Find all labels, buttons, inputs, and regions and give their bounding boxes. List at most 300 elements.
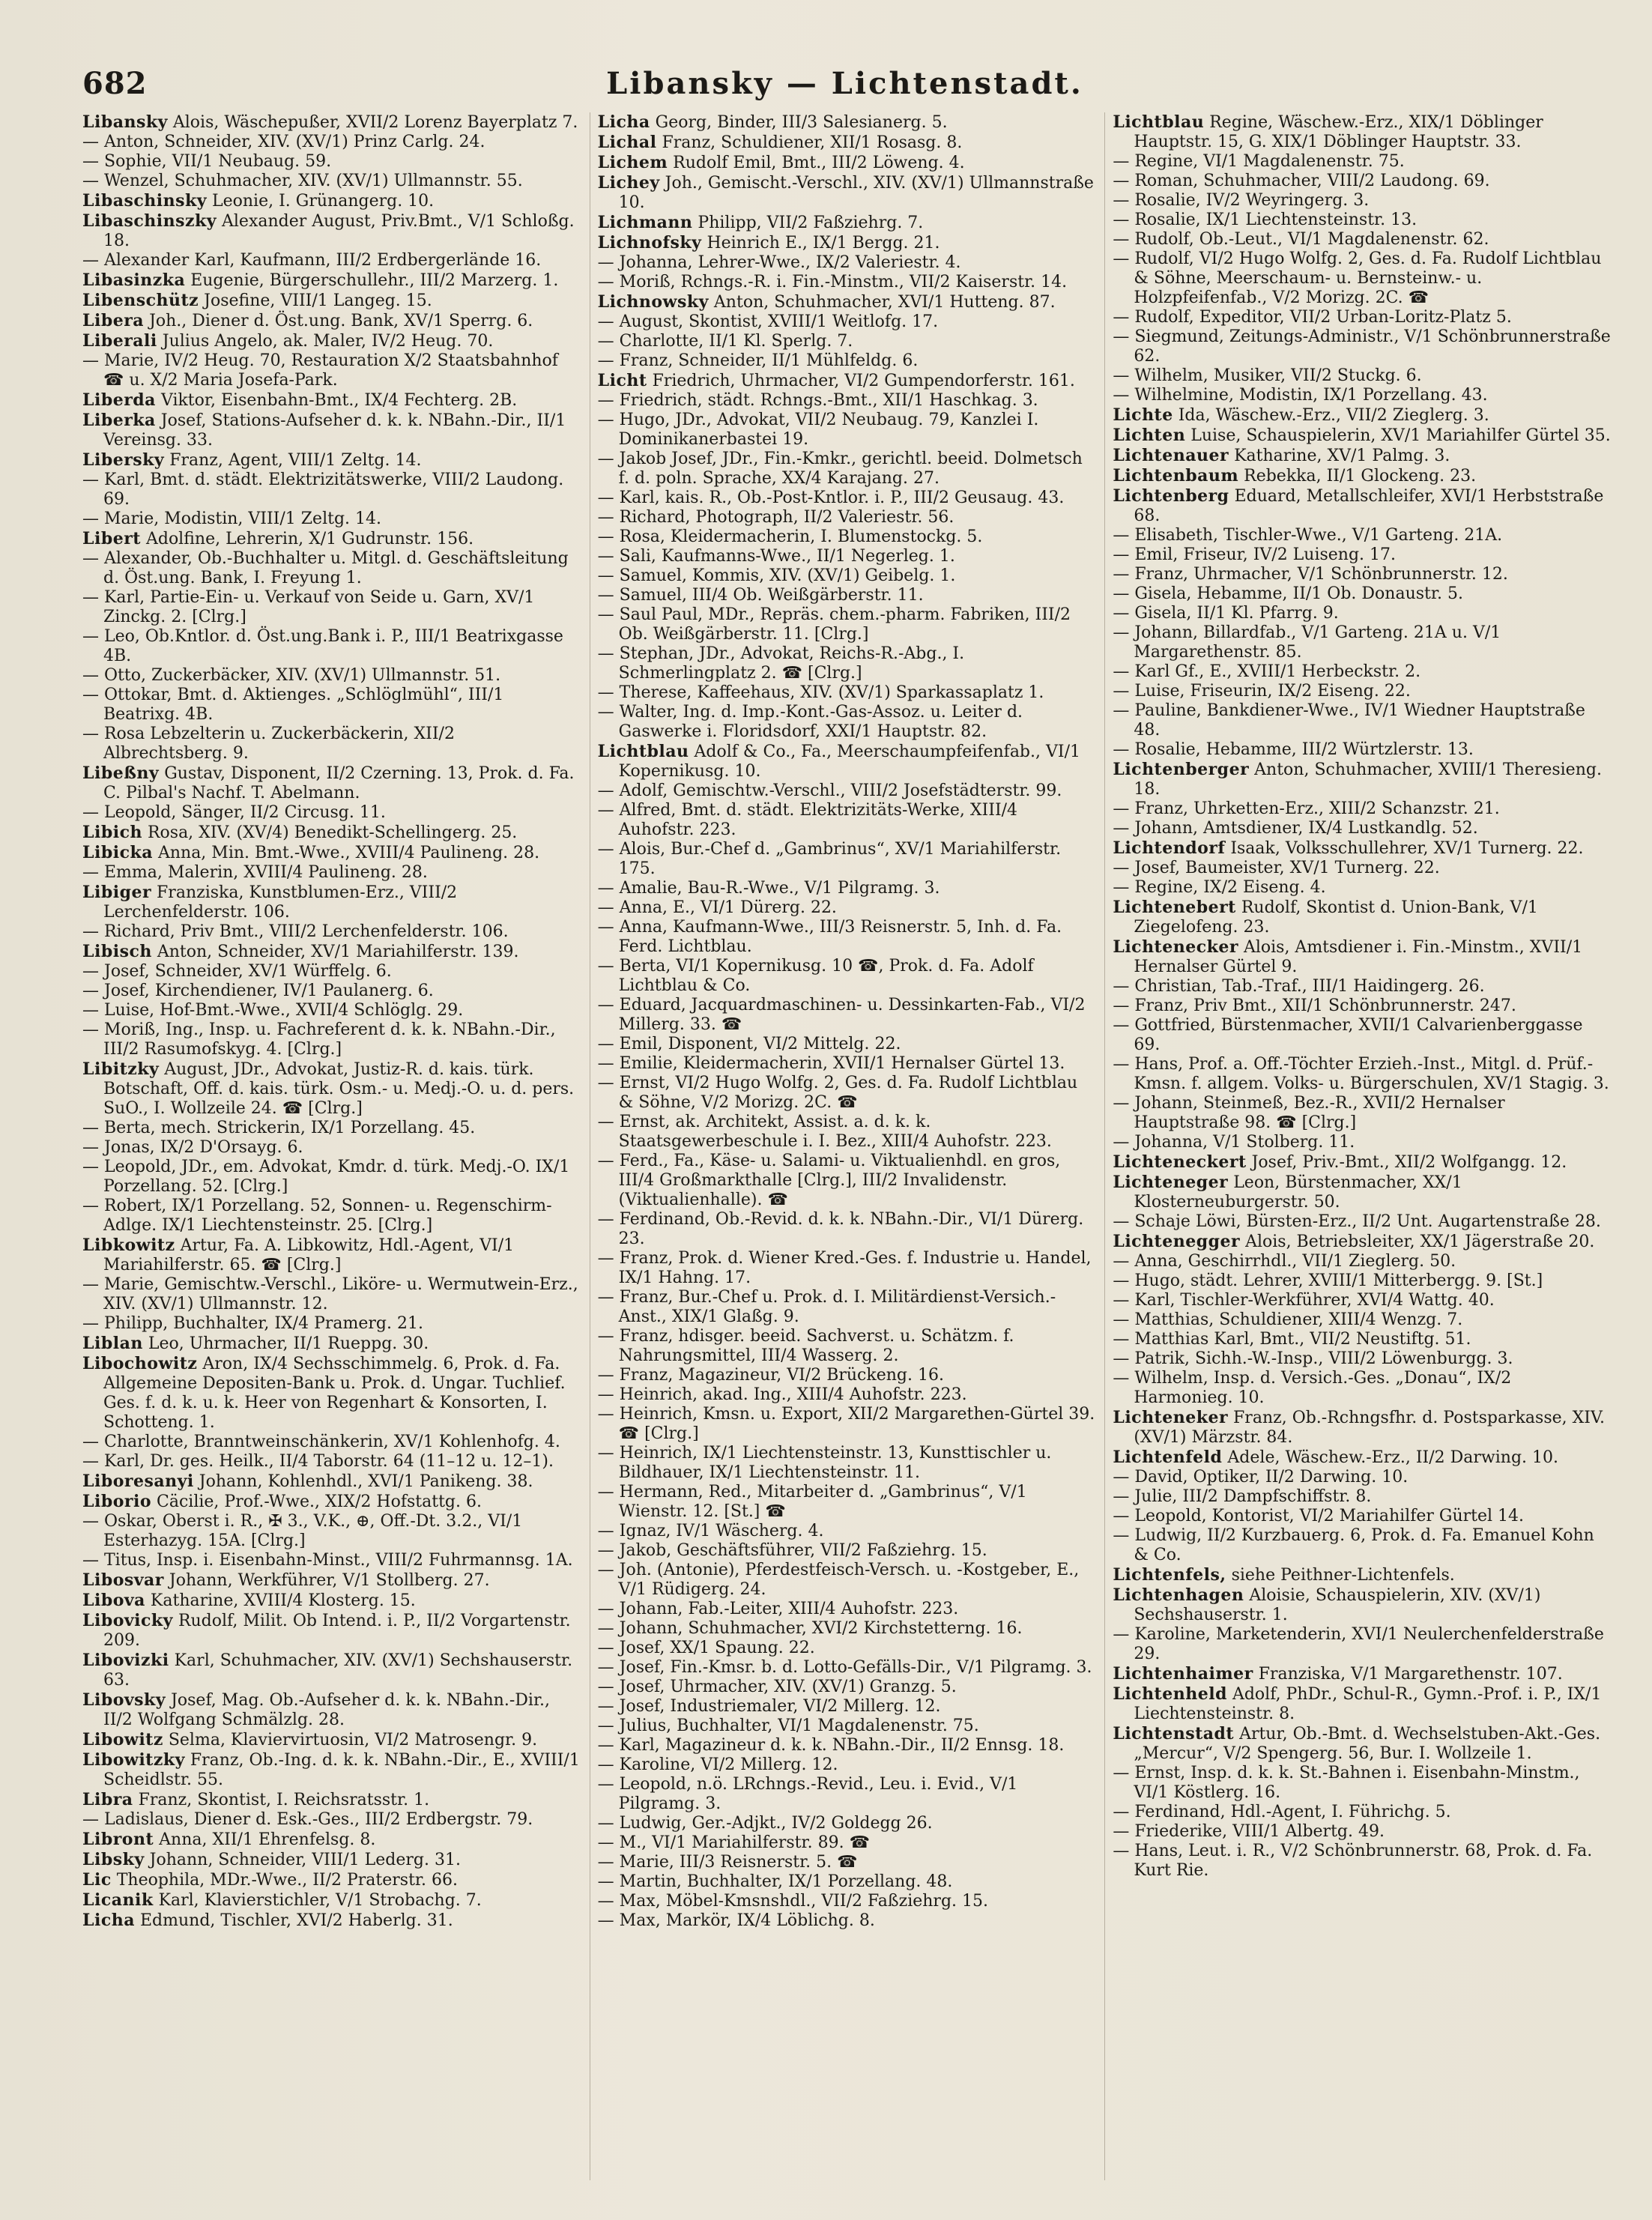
directory-entry: [1113, 1507, 1611, 1526]
directory-entry: [1113, 366, 1611, 386]
directory-entry: [82, 843, 581, 863]
entry-details: — Sali, Kaufmanns-Wwe., II/1 Negerleg. 1.: [597, 547, 955, 566]
entry-details: — Ferdinand, Ob.-Revid. d. k. k. NBahn.-Dir., VI/1 Dürerg. 23.: [597, 1210, 1084, 1248]
directory-entry: [82, 1235, 581, 1275]
directory-entry: [1113, 308, 1611, 327]
directory-entry: [1113, 1408, 1611, 1448]
directory-entry: [1113, 230, 1611, 249]
entry-details: — Karl, Magazineur d. k. k. NBahn.-Dir., II/2 Ennsg. 18.: [597, 1736, 1065, 1755]
entry-surname: Lichtenbaum: [1113, 466, 1239, 486]
entry-details: — Franz, Bur.-Chef u. Prok. d. I. Militärdienst-Versich.-Anst., XIX/1 Glaßg. 9.: [597, 1288, 1056, 1326]
entry-details: — Ludwig, Ger.-Adjkt., IV/2 Goldegg 26.: [597, 1814, 933, 1833]
entry-surname: Lichtblau: [597, 742, 689, 761]
entry-details: — Josef, Fin.-Kmsr. b. d. Lotto-Gefälls-Dir., V/1 Pilgramg. 3.: [597, 1658, 1092, 1677]
directory-entry: [82, 942, 581, 962]
entry-details: Isaak, Volksschullehrer, XV/1 Turnerg. 22.: [1230, 839, 1584, 858]
directory-entry: [1113, 1291, 1611, 1310]
entry-details: — Johanna, Lehrer-Wwe., IX/2 Valeriestr. 4.: [597, 253, 961, 272]
entry-details: — Samuel, III/4 Ob. Weißgärberstr. 11.: [597, 586, 924, 605]
directory-entry: [598, 173, 1096, 213]
entry-surname: Libisch: [82, 942, 152, 961]
directory-entry: [82, 1197, 581, 1235]
entry-details: Luise, Schauspielerin, XV/1 Mariahilfer Gürtel 35.: [1190, 426, 1611, 445]
entry-details: — August, Skontist, XVIII/1 Weitlofg. 17.: [597, 312, 939, 331]
entry-details: — Amalie, Bau-R.-Wwe., V/1 Pilgramg. 3.: [597, 879, 940, 898]
directory-entry: [82, 863, 581, 883]
directory-entry: [1113, 604, 1611, 623]
directory-entry: [82, 471, 581, 509]
entry-details: — Karoline, VI/2 Millerg. 12.: [597, 1755, 838, 1774]
directory-entry: [598, 1327, 1096, 1366]
entry-surname: Lichtenheld: [1113, 1684, 1227, 1704]
directory-entry: [82, 152, 581, 172]
entry-surname: Lichnofsky: [597, 233, 702, 252]
entry-surname: Libitzky: [82, 1059, 160, 1079]
entry-surname: Lichtenebert: [1113, 898, 1236, 917]
entry-details: — Rosalie, IX/1 Liechtensteinstr. 13.: [1113, 211, 1417, 229]
entry-details: Eugenie, Bürgerschullehr., III/2 Marzerg. 1.: [190, 271, 559, 290]
entry-details: — Rosalie, IV/2 Weyringerg. 3.: [1113, 191, 1370, 210]
entry-surname: Lichtenhaimer: [1113, 1664, 1253, 1684]
directory-entry: [598, 489, 1096, 508]
directory-entry: [1113, 426, 1611, 446]
directory-entry: [82, 1334, 581, 1354]
entry-surname: Libich: [82, 823, 142, 842]
entry-details: — Siegmund, Zeitungs-Administr., V/1 Schönbrunnerstraße 62.: [1113, 327, 1611, 366]
entry-details: — Karl, kais. R., Ob.-Post-Kntlor. i. P., III/2 Geusaug. 43.: [597, 489, 1065, 507]
directory-entry: [82, 411, 581, 450]
entry-surname: Lichtenfels,: [1113, 1565, 1226, 1585]
entry-details: — Pauline, Bankdiener-Wwe., IV/1 Wiedner Hauptstraße 48.: [1113, 701, 1585, 740]
entry-surname: Lichteneckert: [1113, 1152, 1247, 1172]
directory-entry: [598, 213, 1096, 233]
directory-entry: [598, 1113, 1096, 1152]
directory-entry: [1113, 937, 1611, 977]
entry-details: Anna, XII/1 Ehrenfelsg. 8.: [159, 1830, 376, 1849]
entry-surname: Liberali: [82, 331, 157, 351]
directory-entry: [1113, 1822, 1611, 1842]
entry-details: — Christian, Tab.-Traf., III/1 Haidingerg. 26.: [1113, 977, 1485, 996]
entry-details: — Heinrich, IX/1 Liechtensteinstr. 13, Kunsttischler u. Bildhauer, IX/1 Liechtensteinstr. 11.: [597, 1444, 1052, 1482]
directory-entry: [1113, 1330, 1611, 1349]
entry-details: Adolf, PhDr., Schul-R., Gymn.-Prof. i. P., IX/1 Liechtensteinstr. 8.: [1134, 1685, 1602, 1723]
directory-entry: [598, 644, 1096, 683]
directory-entry: [82, 172, 581, 191]
entry-surname: Lichtenegger: [1113, 1232, 1241, 1251]
entry-details: Josefine, VIII/1 Langeg. 15.: [204, 291, 432, 310]
entry-surname: Libaschinszky: [82, 211, 217, 231]
directory-entry: [1113, 1724, 1611, 1764]
entry-details: — Walter, Ing. d. Imp.-Kont.-Gas-Assoz. u. Leiter d. Gaswerke i. Floridsdorf, XXI/1 Hauptstr. 82.: [597, 703, 1023, 741]
directory-entry: [82, 133, 581, 152]
directory-entry: [1113, 1585, 1611, 1625]
directory-entry: [1113, 1094, 1611, 1133]
directory-entry: [598, 508, 1096, 527]
entry-details: — Josef, Uhrmacher, XIV. (XV/1) Granzg. 5.: [597, 1678, 957, 1696]
entry-details: — Samuel, Kommis, XIV. (XV/1) Geibelg. 1.: [597, 566, 956, 585]
entry-details: — Hans, Leut. i. R., V/2 Schönbrunnerstr. 68, Prok. d. Fa. Kurt Rie.: [1113, 1842, 1593, 1880]
entry-details: Franziska, V/1 Margarethenstr. 107.: [1258, 1665, 1563, 1684]
directory-entry: [1113, 545, 1611, 565]
entry-details: — Wilhelmine, Modistin, IX/1 Porzellang. 43.: [1113, 386, 1488, 405]
entry-surname: Libowitzky: [82, 1750, 185, 1770]
directory-entry: [82, 666, 581, 686]
entry-details: — Otto, Zuckerbäcker, XIV. (XV/1) Ullmannstr. 51.: [82, 666, 501, 685]
directory-entry: [82, 1433, 581, 1452]
entry-surname: Libaschinsky: [82, 191, 208, 211]
directory-entry: [598, 273, 1096, 292]
entry-details: — Rosa Lebzelterin u. Zuckerbäckerin, XII/2 Albrechtsberg. 9.: [82, 725, 455, 763]
directory-entry: [1113, 152, 1611, 172]
directory-entry: [598, 1561, 1096, 1600]
entry-details: — Josef, Schneider, XV/1 Würffelg. 6.: [82, 962, 392, 981]
entry-details: — M., VI/1 Mariahilferstr. 89. ☎: [597, 1833, 870, 1852]
directory-entry: [598, 312, 1096, 332]
directory-entry: [82, 529, 581, 549]
directory-entry: [1113, 249, 1611, 308]
entry-details: Anton, Schuhmacher, XVI/1 Hutteng. 87.: [713, 293, 1056, 312]
entry-surname: Libochowitz: [82, 1354, 198, 1373]
entry-details: — Schaje Löwi, Bürsten-Erz., II/2 Unt. Augartenstraße 28.: [1113, 1212, 1601, 1231]
directory-entry: [82, 588, 581, 627]
directory-entry: [82, 1790, 581, 1810]
entry-surname: Lichal: [597, 133, 657, 152]
entry-details: Philipp, VII/2 Faßziehrg. 7.: [698, 214, 924, 232]
directory-entry: [598, 527, 1096, 547]
entry-details: — Julius, Buchhalter, VI/1 Magdalenenstr. 75.: [597, 1717, 979, 1735]
entry-details: — Johann, Steinmeß, Bez.-R., XVII/2 Hernalser Hauptstraße 98. ☎ [Clrg.]: [1113, 1094, 1505, 1132]
entry-details: Franz, Agent, VIII/1 Zeltg. 14.: [169, 451, 422, 470]
directory-entry: [82, 112, 581, 133]
entry-details: — Julie, III/2 Dampfschiffstr. 8.: [1113, 1487, 1372, 1506]
directory-entry: [1113, 878, 1611, 898]
entry-details: — Franz, Prok. d. Wiener Kred.-Ges. f. Industrie u. Handel, IX/1 Hahng. 17.: [597, 1249, 1092, 1287]
directory-entry: [82, 962, 581, 982]
directory-entry: [598, 1775, 1096, 1814]
entry-details: Josef, Stations-Aufseher d. k. k. NBahn.-Dir., II/1 Vereinsg. 33.: [103, 411, 566, 450]
entry-details: Gustav, Disponent, II/2 Czerning. 13, Prok. d. Fa. C. Pilbal's Nachf. T. Abelmann.: [103, 764, 575, 802]
entry-surname: Libosvar: [82, 1570, 164, 1590]
directory-entry: [1113, 526, 1611, 545]
entry-details: — Matthias, Schuldiener, XIII/4 Wenzg. 7.: [1113, 1310, 1463, 1329]
entry-details: Anton, Schneider, XV/1 Mariahilferstr. 139.: [157, 943, 519, 961]
entry-details: Franz, Ob.-Ing. d. k. k. NBahn.-Dir., E., XVIII/1 Scheidlstr. 55.: [103, 1751, 580, 1789]
entry-surname: Lichtblau: [1113, 112, 1205, 132]
directory-entry: [1113, 898, 1611, 937]
entry-details: — Charlotte, Branntweinschänkerin, XV/1 Kohlenhofg. 4.: [82, 1433, 560, 1451]
directory-entry: [82, 803, 581, 823]
entry-surname: Liberda: [82, 390, 156, 410]
entry-details: — Ernst, ak. Architekt, Assist. a. d. k. k. Staatsgewerbeschule i. I. Bez., XIII/4 Auhofstr. 223.: [597, 1113, 1052, 1151]
entry-details: — Franz, hdisger. beeid. Sachverst. u. Schätzm. f. Nahrungsmittel, III/4 Wasserg. 2.: [597, 1327, 1014, 1365]
entry-details: — Johann, Amtsdiener, IX/4 Lustkandlg. 52.: [1113, 819, 1478, 838]
directory-entry: [598, 801, 1096, 840]
directory-entry: [1113, 859, 1611, 878]
directory-entry: [82, 1810, 581, 1830]
directory-entry: [598, 1639, 1096, 1658]
entry-details: Katharine, XV/1 Palmg. 3.: [1234, 447, 1450, 465]
directory-column-3: [1104, 112, 1611, 2180]
entry-details: — Ferd., Fa., Käse- u. Salami- u. Viktualienhdl. en gros, III/4 Großmarkthalle [Clrg.], III/2 Invalidenstr. (Viktualienhalle). ☎: [597, 1152, 1061, 1209]
entry-details: Alois, Amtsdiener i. Fin.-Minstm., XVII/1 Hernalser Gürtel 9.: [1134, 938, 1583, 976]
entry-details: — Berta, VI/1 Kopernikusg. 10 ☎, Prok. d. Fa. Adolf Lichtblau & Co.: [597, 957, 1034, 995]
entry-details: — Alfred, Bmt. d. städt. Elektrizitäts-Werke, XIII/4 Auhofstr. 223.: [597, 801, 1018, 839]
entry-details: Ida, Wäschew.-Erz., VII/2 Zieglerg. 3.: [1178, 406, 1489, 425]
directory-entry: [82, 1452, 581, 1472]
entry-details: — Leo, Ob.Kntlor. d. Öst.ung.Bank i. P., III/1 Beatrixgasse 4B.: [82, 627, 563, 665]
entry-surname: Lichtenberg: [1113, 486, 1229, 506]
directory-entry: [598, 1074, 1096, 1113]
entry-details: Leo, Uhrmacher, II/1 Rueppg. 30.: [148, 1334, 429, 1353]
directory-entry: [598, 840, 1096, 879]
entry-surname: Libkowitz: [82, 1235, 175, 1255]
directory-entry: [82, 1472, 581, 1492]
entry-details: — Friedrich, städt. Rchngs.-Bmt., XII/1 Haschkag. 3.: [597, 391, 1038, 410]
entry-surname: Libovicky: [82, 1611, 173, 1630]
directory-entry: [1113, 1625, 1611, 1664]
directory-entry: [82, 1611, 581, 1651]
directory-entry: [1113, 760, 1611, 799]
entry-details: — Robert, IX/1 Porzellang. 52, Sonnen- u. Regenschirm-Adlge. IX/1 Liechtensteinstr. 25. [Clrg.]: [82, 1197, 552, 1235]
directory-entry: [82, 763, 581, 803]
directory-entry: [1113, 662, 1611, 682]
directory-entry: [598, 1697, 1096, 1717]
directory-entry: [1113, 1212, 1611, 1232]
entry-details: — Rudolf, VI/2 Hugo Wolfg. 2, Ges. d. Fa. Rudolf Lichtblau & Söhne, Meerschaum- u. Bernsteinw.- u. Holzpfeifenfab., V/2 Morizg. 2C. ☎: [1113, 249, 1602, 307]
directory-entry: [1113, 584, 1611, 604]
entry-details: Alois, Wäschepußer, XVII/2 Lorenz Bayerplatz 7.: [172, 113, 578, 132]
entry-details: — Anna, Geschirrhdl., VII/1 Zieglerg. 50.: [1113, 1252, 1456, 1271]
entry-surname: Lichtendorf: [1113, 838, 1226, 858]
directory-entry: [82, 1690, 581, 1730]
entry-surname: Liblan: [82, 1334, 143, 1353]
directory-entry: [1113, 1565, 1611, 1585]
entry-surname: Liborio: [82, 1492, 152, 1511]
directory-entry: [1113, 191, 1611, 211]
entry-surname: Libenschütz: [82, 291, 199, 310]
entry-details: Rosa, XIV. (XV/4) Benedikt-Schellingerg. 25.: [147, 823, 518, 842]
directory-entry: [598, 547, 1096, 566]
entry-details: — Hugo, JDr., Advokat, VII/2 Neubaug. 79, Kanzlei I. Dominikanerbastei 19.: [597, 411, 1039, 449]
directory-entry: [1113, 1803, 1611, 1822]
entry-details: Aloisie, Schauspielerin, XIV. (XV/1) Sechshauserstr. 1.: [1134, 1586, 1541, 1624]
directory-entry: [1113, 1055, 1611, 1094]
entry-details: — Jakob, Geschäftsführer, VII/2 Faßziehrg. 15.: [597, 1541, 987, 1560]
entry-details: — Hans, Prof. a. Off.-Töchter Erzieh.-Inst., Mitgl. d. Prüf.-Kmsn. f. allgem. Volks- u. Bürgerschulen, XV/1 Stagig. 3.: [1113, 1055, 1609, 1093]
directory-entry: [1113, 682, 1611, 701]
directory-entry: [82, 1119, 581, 1138]
directory-entry: [598, 1483, 1096, 1522]
directory-entry: [598, 1541, 1096, 1561]
entry-details: — Luise, Friseurin, IX/2 Eiseng. 22.: [1113, 682, 1411, 701]
entry-details: Alexander August, Priv.Bmt., V/1 Schloßg. 18.: [103, 212, 575, 250]
entry-details: Artur, Ob.-Bmt. d. Wechselstuben-Akt.-Ges. „Mercur“, V/2 Spengerg. 56, Bur. I. Wollzeile 1.: [1134, 1725, 1601, 1763]
directory-entry: [598, 586, 1096, 605]
entry-details: — Richard, Photograph, II/2 Valeriestr. 56.: [597, 508, 954, 527]
entry-surname: Licha: [82, 1911, 135, 1930]
directory-entry: [1113, 405, 1611, 426]
entry-details: — Emma, Malerin, XVIII/4 Paulineng. 28.: [82, 863, 428, 882]
directory-entry: [1113, 1526, 1611, 1565]
entry-details: Josef, Priv.-Bmt., XII/2 Wolfgangg. 12.: [1251, 1153, 1567, 1172]
entry-details: Anton, Schuhmacher, XVIII/1 Theresieng. 18.: [1134, 760, 1602, 799]
entry-surname: Libiger: [82, 883, 152, 902]
entry-details: Julius Angelo, ak. Maler, IV/2 Heug. 70.: [162, 332, 494, 351]
entry-details: Rudolf Emil, Bmt., III/2 Löweng. 4.: [673, 154, 965, 172]
entry-details: — Emil, Disponent, VI/2 Mittelg. 22.: [597, 1035, 901, 1053]
entry-details: — Friederike, VIII/1 Albertg. 49.: [1113, 1822, 1385, 1841]
directory-entry: [1113, 977, 1611, 996]
entry-details: — Elisabeth, Tischler-Wwe., V/1 Garteng. 21A.: [1113, 526, 1503, 545]
directory-entry: [82, 1551, 581, 1570]
entry-details: — Wilhelm, Insp. d. Versich.-Ges. „Donau“, IX/2 Harmonieg. 10.: [1113, 1369, 1512, 1407]
entry-details: Joh., Diener d. Öst.ung. Bank, XV/1 Sperrg. 6.: [149, 312, 533, 330]
entry-details: Selma, Klaviervirtuosin, VI/2 Matrosengr. 9.: [168, 1731, 538, 1749]
entry-details: — Josef, Baumeister, XV/1 Turnerg. 22.: [1113, 859, 1440, 877]
directory-entry: [598, 112, 1096, 133]
entry-surname: Libowitz: [82, 1730, 163, 1749]
directory-entry: [1113, 1468, 1611, 1487]
directory-entry: [1113, 327, 1611, 366]
entry-details: Rudolf, Skontist d. Union-Bank, V/1 Ziegelofeng. 23.: [1134, 898, 1538, 937]
directory-entry: [598, 742, 1096, 781]
directory-entry: [598, 781, 1096, 801]
directory-entry: [1113, 799, 1611, 819]
entry-details: — Roman, Schuhmacher, VIII/2 Laudong. 69.: [1113, 172, 1490, 190]
entry-details: — Marie, Gemischtw.-Verschl., Liköre- u. Wermutwein-Erz., XIV. (XV/1) Ullmannstr. 12.: [82, 1275, 578, 1313]
entry-surname: Lichten: [1113, 426, 1186, 445]
directory-entry: [598, 371, 1096, 391]
directory-entry: [1113, 838, 1611, 859]
entry-surname: Lichtenauer: [1113, 446, 1229, 465]
directory-entry: [598, 1911, 1096, 1931]
entry-details: — Emilie, Kleidermacherin, XVII/1 Hernalser Gürtel 13.: [597, 1054, 1065, 1073]
directory-entry: [82, 982, 581, 1001]
entry-surname: Lichmann: [597, 213, 693, 232]
directory-entry: [598, 683, 1096, 703]
directory-entry: [1113, 112, 1611, 152]
entry-surname: Libera: [82, 311, 145, 330]
entry-details: — Titus, Insp. i. Eisenbahn-Minst., VIII/2 Fuhrmannsg. 1A.: [82, 1551, 573, 1570]
entry-details: Rudolf, Milit. Ob Intend. i. P., II/2 Vorgartenstr. 209.: [103, 1612, 571, 1650]
directory-entry: [82, 922, 581, 942]
directory-entry: [1113, 565, 1611, 584]
entry-details: — Karl, Tischler-Werkführer, XVI/4 Wattg. 40.: [1113, 1291, 1495, 1310]
entry-surname: Libra: [82, 1790, 133, 1809]
directory-entry: [1113, 486, 1611, 526]
directory-entry: [82, 1158, 581, 1197]
entry-details: — Ernst, VI/2 Hugo Wolfg. 2, Ges. d. Fa. Rudolf Lichtblau & Söhne, V/2 Morizg. 2C. ☎: [597, 1074, 1078, 1112]
directory-entry: [82, 1911, 581, 1931]
directory-entry: [82, 331, 581, 351]
entry-details: — Wenzel, Schuhmacher, XIV. (XV/1) Ullmannstr. 55.: [82, 172, 523, 190]
entry-details: — Richard, Priv Bmt., VIII/2 Lerchenfelderstr. 106.: [82, 922, 509, 941]
directory-entry: [82, 251, 581, 270]
entry-details: — Josef, Kirchendiener, IV/1 Paulanerg. 6.: [82, 982, 434, 1000]
entry-details: — Franz, Uhrmacher, V/1 Schönbrunnerstr. 12.: [1113, 565, 1508, 584]
directory-entry: [1113, 1252, 1611, 1271]
directory-entry: [82, 390, 581, 411]
entry-surname: Lichem: [597, 153, 668, 172]
directory-entry: [598, 996, 1096, 1035]
entry-details: — Matthias Karl, Bmt., VII/2 Neustiftg. 51.: [1113, 1330, 1471, 1349]
entry-details: — Berta, mech. Strickerin, IX/1 Porzellang. 45.: [82, 1119, 476, 1137]
directory-entry: [82, 1750, 581, 1790]
entry-surname: Lichtenberger: [1113, 760, 1250, 779]
directory-entry: [82, 1512, 581, 1551]
entry-details: Adolf & Co., Fa., Meerschaumpfeifenfab., VI/1 Kopernikusg. 10.: [618, 742, 1080, 781]
directory-entry: [82, 1020, 581, 1059]
entry-details: — Karl, Dr. ges. Heilk., II/4 Taborstr. 64 (11–12 u. 12–1).: [82, 1452, 554, 1471]
directory-entry: [82, 686, 581, 725]
entry-details: Viktor, Eisenbahn-Bmt., IX/4 Fechterg. 2B.: [160, 391, 518, 410]
entry-details: — Sophie, VII/1 Neubaug. 59.: [82, 152, 332, 171]
entry-details: — Philipp, Buchhalter, IX/4 Pramerg. 21.: [82, 1314, 423, 1333]
entry-details: August, JDr., Advokat, Justiz-R. d. kais. türk. Botschaft, Off. d. kais. türk. Osm.- u. Medj.-O. u. d. pers. SuO., I. Wollzeile 24. ☎ [Clrg.]: [103, 1060, 575, 1118]
entry-details: — Anna, E., VI/1 Dürerg. 22.: [597, 898, 837, 917]
directory-entry: [1113, 1369, 1611, 1408]
entry-details: — Jonas, IX/2 D'Orsayg. 6.: [82, 1138, 303, 1157]
entry-details: — Alexander, Ob.-Buchhalter u. Mitgl. d. Geschäftsleitung d. Öst.ung. Bank, I. Freyung 1.: [82, 549, 569, 587]
entry-details: — Karl, Partie-Ein- u. Verkauf von Seide u. Garn, XV/1 Zinckg. 2. [Clrg.]: [82, 588, 535, 626]
directory-entry: [598, 1833, 1096, 1853]
entry-surname: Libansky: [82, 112, 168, 132]
entry-details: Franz, Ob.-Rchngsfhr. d. Postsparkasse, XIV. (XV/1) Märzstr. 84.: [1134, 1409, 1606, 1447]
entry-surname: Libovsky: [82, 1690, 166, 1710]
entry-details: — Adolf, Gemischtw.-Verschl., VIII/2 Josefstädterstr. 99.: [597, 781, 1062, 800]
directory-entry: [1113, 1349, 1611, 1369]
directory-entry: [82, 1850, 581, 1870]
entry-details: Georg, Binder, III/3 Salesianerg. 5.: [655, 113, 948, 132]
entry-details: — Karl, Bmt. d. städt. Elektrizitätswerke, VIII/2 Laudong. 69.: [82, 471, 564, 509]
entry-details: — Moriß, Rchngs.-R. i. Fin.-Minstm., VII/2 Kaiserstr. 14.: [597, 273, 1068, 291]
directory-entry: [598, 292, 1096, 312]
directory-entry: [82, 211, 581, 251]
directory-entry: [1113, 386, 1611, 405]
directory-entry: [598, 1755, 1096, 1775]
directory-entry: [1113, 1310, 1611, 1330]
entry-surname: Licanik: [82, 1890, 154, 1910]
directory-columns: [82, 112, 1611, 2180]
entry-details: — Rosa, Kleidermacherin, I. Blumenstockg. 5.: [597, 527, 983, 546]
entry-details: Theophila, MDr.-Wwe., II/2 Praterstr. 66.: [116, 1871, 458, 1890]
entry-surname: Licht: [597, 371, 647, 390]
directory-entry: [598, 332, 1096, 351]
entry-details: Heinrich E., IX/1 Bergg. 21.: [707, 234, 940, 252]
directory-entry: [598, 1444, 1096, 1483]
directory-entry: [1113, 996, 1611, 1016]
entry-details: — Regine, VI/1 Magdalenenstr. 75.: [1113, 152, 1405, 171]
entry-details: — Gisela, Hebamme, II/1 Ob. Donaustr. 5.: [1113, 584, 1463, 603]
entry-details: Anna, Min. Bmt.-Wwe., XVIII/4 Paulineng. 28.: [157, 844, 540, 862]
directory-entry: [82, 270, 581, 291]
entry-details: — Regine, IX/2 Eiseng. 4.: [1113, 878, 1326, 897]
entry-details: — Alois, Bur.-Chef d. „Gambrinus“, XV/1 Mariahilferstr. 175.: [597, 840, 1062, 878]
directory-entry: [1113, 466, 1611, 486]
directory-entry: [82, 1890, 581, 1911]
directory-entry: [598, 391, 1096, 411]
entry-details: — Max, Markör, IX/4 Löblichg. 8.: [597, 1911, 875, 1930]
entry-details: — Jakob Josef, JDr., Fin.-Kmkr., gerichtl. beeid. Dolmetsch f. d. poln. Sprache, XX/4 Karajang. 27.: [597, 450, 1083, 488]
directory-entry: [598, 1288, 1096, 1327]
entry-details: — Joh. (Antonie), Pferdestfeisch-Versch. u. -Kostgeber, E., V/1 Rüdigerg. 24.: [597, 1561, 1080, 1599]
entry-details: Edmund, Tischler, XVI/2 Haberlg. 31.: [139, 1911, 453, 1930]
entry-surname: Lichteneger: [1113, 1173, 1229, 1192]
directory-entry: [598, 1814, 1096, 1833]
entry-details: — Anna, Kaufmann-Wwe., III/3 Reisnerstr. 5, Inh. d. Fa. Ferd. Lichtblau.: [597, 918, 1062, 956]
entry-details: — Emil, Friseur, IV/2 Luiseng. 17.: [1113, 545, 1397, 564]
directory-entry: [82, 1138, 581, 1158]
